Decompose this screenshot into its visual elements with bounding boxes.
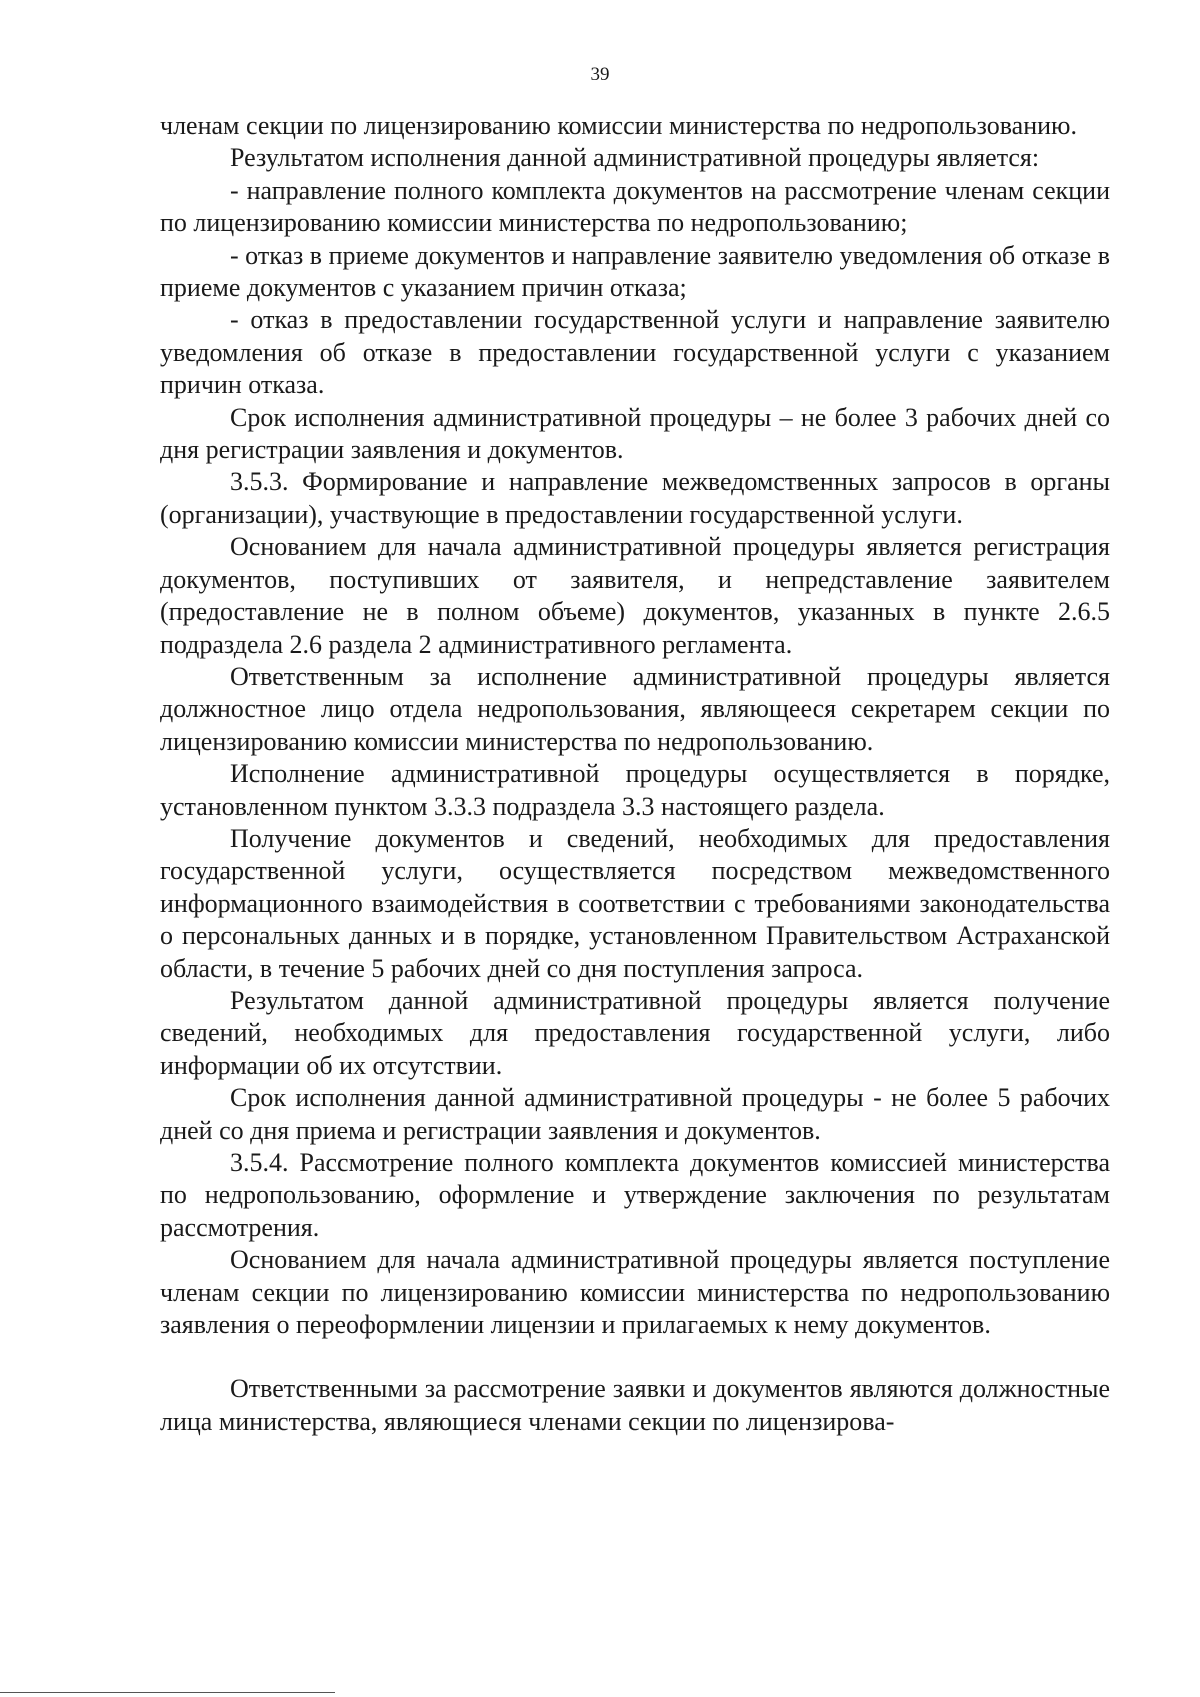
paragraph: Ответственным за исполнение административной процедуры является должностное лицо отдела недропользования, являющееся секретарем секции по лицензированию комиссии министерства по недропользованию.: [160, 661, 1110, 756]
footer-rule: [0, 1692, 335, 1693]
section-heading: 3.5.3. Формирование и направление межведомственных запросов в органы (организации), участвующие в предоставлении государственной услуги.: [160, 467, 1110, 529]
paragraph: Срок исполнения данной административной процедуры - не более 5 рабочих дней со дня приема и регистрации заявления и документов.: [160, 1083, 1110, 1145]
paragraph: Основанием для начала административной процедуры является поступление членам секции по лицензированию комиссии министерства по недропользованию заявления о переоформлении лицензии и прилагаемых к нему документов.: [160, 1245, 1110, 1340]
paragraph: Исполнение административной процедуры осуществляется в порядке, установленном пунктом 3.3.3 подраздела 3.3 настоящего раздела.: [160, 759, 1110, 821]
paragraph: Результатом данной административной процедуры является получение сведений, необходимых для предоставления государственной услуги, либо информации об их отсутствии.: [160, 985, 1110, 1080]
paragraph: членам секции по лицензированию комиссии министерства по недропользованию.: [160, 111, 1077, 140]
page-number: 39: [590, 64, 610, 85]
list-item: - направление полного комплекта документов на рассмотрение членам секции по лицензированию комиссии министерства по недропользованию;: [160, 175, 1110, 238]
list-item: - отказ в предоставлении государственной услуги и направление заявителю уведомления об отказе в предоставлении государственной услуги с указанием причин отказа.: [160, 305, 1110, 400]
paragraph: Ответственными за рассмотрение заявки и документов являются должностные лица министерства, являющиеся членами секции по лицензирова-: [160, 1374, 1110, 1436]
section-heading: 3.5.4. Рассмотрение полного комплекта документов комиссией министерства по недропользованию, оформление и утверждение заключения по результатам рассмотрения.: [160, 1148, 1110, 1242]
paragraph: Основанием для начала административной процедуры является регистрация документов, поступивших от заявителя, и непредставление заявителем (предоставление не в полном объеме) документов, указанных в пункте 2.6.5 подраздела 2.6 раздела 2 административного регламента.: [160, 532, 1110, 659]
paragraph: Получение документов и сведений, необходимых для предоставления государственной услуги, осуществляется посредством межведомственного информационного взаимодействия в соответствии с требованиями законодательства о персональных данных и в порядке, установленном Правительством Астраханской области, в течение 5 рабочих дней со дня поступления запроса.: [160, 823, 1110, 983]
list-item: - отказ в приеме документов и направление заявителю уведомления об отказе в приеме документов с указанием причин отказа;: [160, 240, 1110, 303]
paragraph: Срок исполнения административной процедуры – не более 3 рабочих дней со дня регистрации заявления и документов.: [160, 402, 1110, 465]
document-body: [160, 110, 1110, 1438]
paragraph: Результатом исполнения данной административной процедуры является:: [230, 143, 1040, 173]
